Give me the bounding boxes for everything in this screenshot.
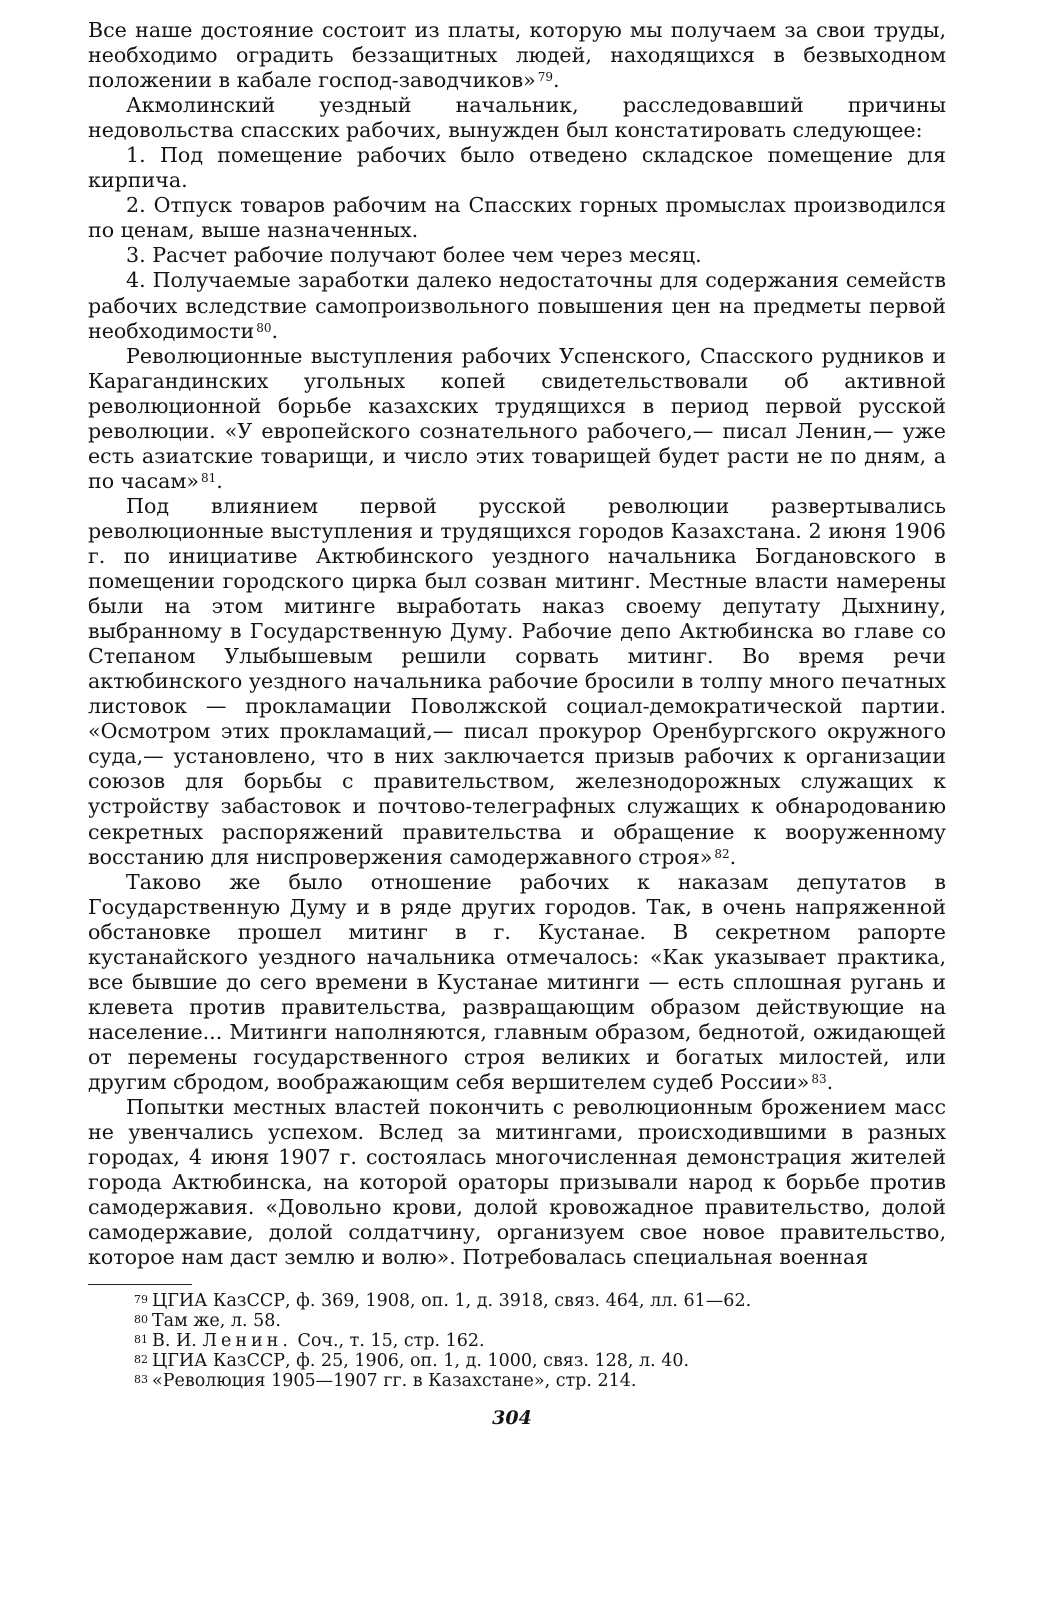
footnote-ref-80[interactable]: 80 xyxy=(256,320,272,335)
footnote-81: $^{81}$ В. И. Ленин. Соч., т. 15, стр. 162. xyxy=(134,1331,485,1352)
list-item-1: 1. Под помещение рабочих было отведено складское помещение для кирпича. xyxy=(88,143,946,193)
paragraph-6: Попытки местных властей покончить с революционным брожением масс не увенчались успехом. Вслед за митингами, происходившими в разных городах, 4 июня 1907 г. состоялась многочисленная демонстрация жителей города Актюбинска, на которой ораторы призывали народ к борьбе против самодержавия. «Довольно крови, долой кровожадное правительство, долой самодержавие, долой солдатчину, организуем свое новое правительство, которое нам даст землю и волю». Потребовалась специальная военная xyxy=(88,1095,946,1270)
footnote-83: $^{83}$ «Революция 1905—1907 гг. в Казахстане», стр. 214. xyxy=(134,1371,637,1392)
paragraph-3: Революционные выступления рабочих Успенского, Спасского рудников и Карагандинских угольных копей свидетельствовали об активной революционной борьбе казахских трудящихся в период первой русской революции. «У европейского сознательного рабочего,— писал Ленин,— уже есть азиатские товарищи, и число этих товарищей будет расти не по дням, а по часам» $^{81}$. xyxy=(88,343,946,493)
footnote-82: $^{82}$ ЦГИА КазССР, ф. 25, 1906, оп. 1, д. 1000, связ. 128, л. 40. xyxy=(134,1351,690,1372)
footnotes xyxy=(134,1291,946,1391)
footnote-80: $^{80}$ Там же, л. 58. xyxy=(134,1311,281,1332)
footnote-ref-82[interactable]: 82 xyxy=(714,846,730,861)
paragraph-4: Под влиянием первой русской революции развертывались революционные выступления и трудящихся городов Казахстана. 2 июня 1906 г. по инициативе Актюбинского уездного начальника Богдановского в помещении городского цирка был созван митинг. Местные власти намерены были на этом митинге выработать наказ своему депутату Дыхнину, выбранному в Государственную Думу. Рабочие депо Актюбинска во главе со Степаном Улыбышевым решили сорвать митинг. Во время речи актюбинского уездного начальника рабочие бросили в толпу много печатных листовок — прокламации Поволжской социал-демократической партии. «Осмотром этих прокламаций,— писал прокурор Оренбургского окружного суда,— установлено, что в них заключается призыв рабочих к организации союзов для борьбы с правительством, железнодорожных служащих к устройству забастовок и почтово-телеграфных служащих к обнародованию секретных распоряжений правительства и обращение к вооруженному восстанию для ниспровержения самодержавного строя» $^{82}$. xyxy=(88,493,946,869)
footnote-ref-79[interactable]: 79 xyxy=(537,70,553,85)
footnote-ref-81[interactable]: 81 xyxy=(201,470,217,485)
paragraph-5: Таково же было отношение рабочих к наказам депутатов в Государственную Думу и в ряде других городов. Так, в очень напряженной обстановке прошел митинг в г. Кустанае. В секретном рапорте кустанайского уездного начальника отмечалось: «Как указывает практика, все бывшие до сего времени в Кустанае митинги — есть сплошная ругань и клевета против правительства, развращающим образом действующие на население... Митинги наполняются, главным образом, беднотой, ожидающей от перемены государственного строя великих и богатых милостей, или другим сбродом, воображающим себя вершителем судеб России» $^{83}$. xyxy=(88,869,946,1094)
book-page xyxy=(88,18,946,1429)
paragraph-1: Все наше достояние состоит из платы, которую мы получаем за свои труды, необходимо оградить беззащитных людей, находящихся в безвыходном положении в кабале господ-заводчиков» $^{79}$. xyxy=(88,18,946,93)
footnote-ref-83[interactable]: 83 xyxy=(811,1071,827,1086)
footnote-divider xyxy=(88,1284,192,1285)
list-item-2: 2. Отпуск товаров рабочим на Спасских горных промыслах производился по ценам, выше назначенных. xyxy=(88,193,946,243)
body-text xyxy=(88,18,946,1270)
footnote-79: $^{79}$ ЦГИА КазССР, ф. 369, 1908, оп. 1, д. 3918, связ. 464, лл. 61—62. xyxy=(134,1291,752,1312)
list-item-4: 4. Получаемые заработки далеко недостаточны для содержания семейств рабочих вследствие самопроизвольного повышения цен на предметы первой необходимости $^{80}$. xyxy=(88,268,946,343)
list-item-3: 3. Расчет рабочие получают более чем через месяц. xyxy=(126,243,702,268)
paragraph-2: Акмолинский уездный начальник, расследовавший причины недовольства спасских рабочих, вынужден был констатировать следующее: xyxy=(88,93,946,143)
page-number: 304 xyxy=(492,1407,532,1430)
author-name: Ленин. xyxy=(202,1331,292,1352)
